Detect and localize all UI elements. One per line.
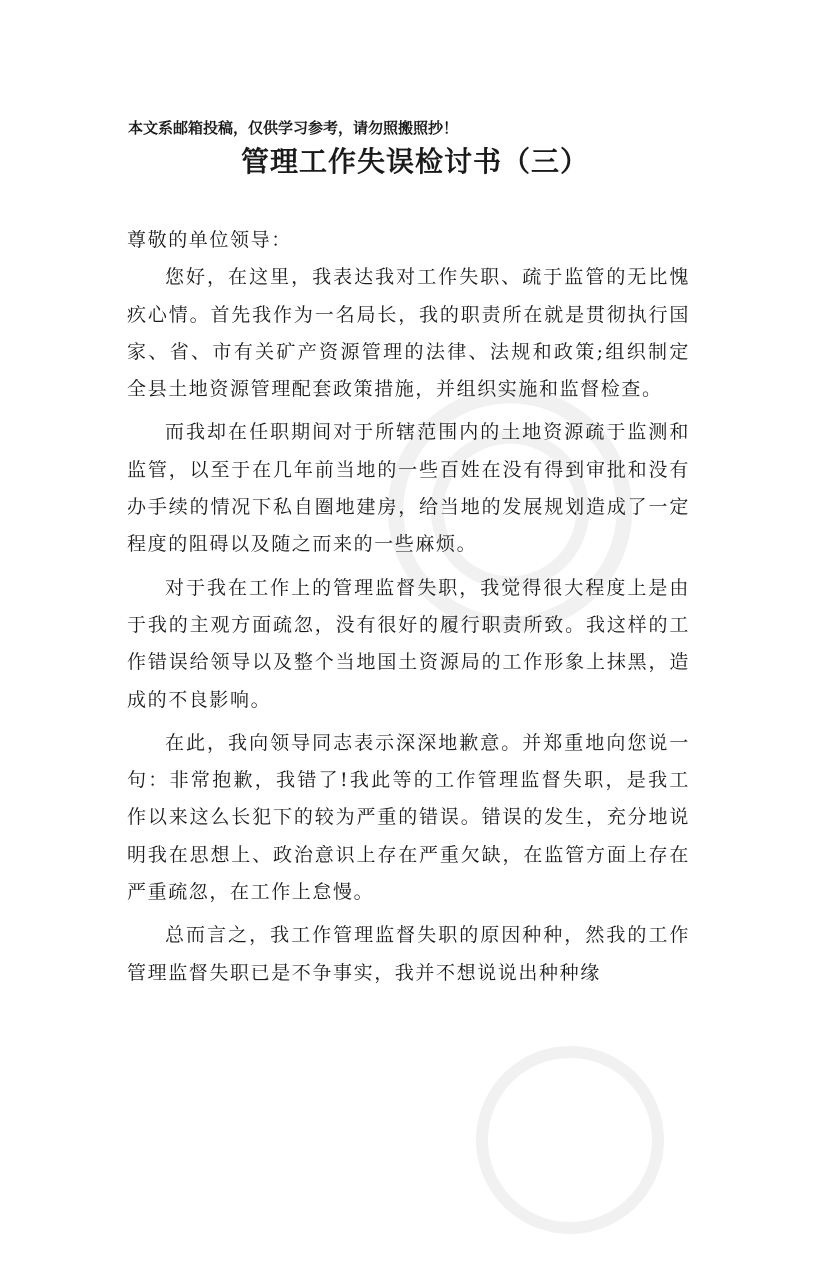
document-body bbox=[127, 222, 690, 998]
document-title: 管理工作失误检讨书（三） bbox=[240, 145, 589, 178]
paragraph-2: 而我却在任职期间对于所辖范围内的土地资源疏于监测和监管，以至于在几年前当地的一些百姓在没有得到审批和没有办手续的情况下私自圈地建房，给当地的发展规划造成了一定程度的阻碍以及随之而来的一些麻烦。 bbox=[127, 421, 690, 556]
paragraph-3: 对于我在工作上的管理监督失职，我觉得很大程度上是由于我的主观方面疏忽，没有很好的履行职责所致。我这样的工作错误给领导以及整个当地国土资源局的工作形象上抹黑，造成的不良影响。 bbox=[127, 576, 690, 711]
watermark-logo-bottom bbox=[431, 1001, 710, 1279]
paragraph-5: 总而言之，我工作管理监督失职的原因种种，然我的工作管理监督失职已是不争事实，我并不想说说出种种缘 bbox=[127, 924, 690, 984]
salutation: 尊敬的单位领导： bbox=[127, 229, 292, 251]
paragraph-1: 您好，在这里，我表达我对工作失职、疏于监管的无比愧疚心情。首先我作为一名局长，我的职责所在就是贯彻执行国家、省、市有关矿产资源管理的法律、法规和政策;组织制定全县土地资源管理配套政策措施，并组织实施和监督检查。 bbox=[127, 266, 690, 401]
paragraph-4: 在此，我向领导同志表示深深地歉意。并郑重地向您说一句：非常抱歉，我错了!我此等的工作管理监督失职，是我工作以来这么长犯下的较为严重的错误。错误的发生，充分地说明我在思想上、政治意识上存在严重欠缺，在监管方面上存在严重疏忽，在工作上怠慢。 bbox=[127, 731, 690, 904]
submission-notice: 本文系邮箱投稿，仅供学习参考，请勿照搬照抄！ bbox=[128, 119, 459, 137]
